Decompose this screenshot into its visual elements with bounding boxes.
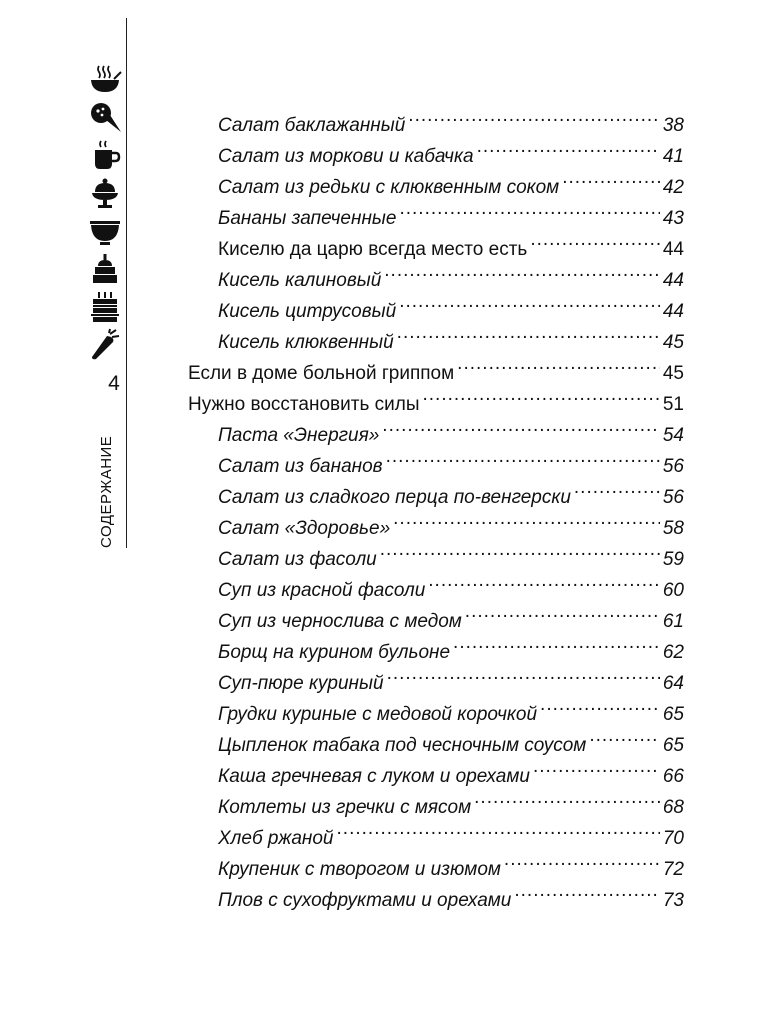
toc-entry-label: Кисель цитрусовый xyxy=(218,301,397,322)
toc-entry-label: Суп-пюре куриный xyxy=(218,673,384,694)
toc-entry-label: Салат из фасоли xyxy=(218,549,377,570)
toc-entry-label: Борщ на курином бульоне xyxy=(218,642,451,663)
toc-entry-label: Кисель клюквенный xyxy=(218,332,394,353)
toc-entry-label: Бананы запеченные xyxy=(218,208,397,229)
toc-entry-page: 43 xyxy=(662,208,684,229)
toc-entry-page: 73 xyxy=(662,890,684,911)
soup-bowl-icon xyxy=(88,62,122,96)
dot-leader xyxy=(423,379,660,410)
toc-entry-label: Салат «Здоровье» xyxy=(218,518,391,539)
toc-entry-label: Цыпленок табака под чесночным соусом xyxy=(218,735,587,756)
dot-leader xyxy=(453,627,660,658)
dot-leader xyxy=(540,689,660,720)
toc-entry-page: 70 xyxy=(662,828,684,849)
toc-entry-page: 62 xyxy=(662,642,684,663)
dot-leader xyxy=(477,131,660,162)
cup-icon xyxy=(88,138,122,172)
toc-entry-page: 38 xyxy=(662,115,684,136)
dot-leader xyxy=(428,565,660,596)
table-of-contents xyxy=(188,100,684,911)
toc-entry-label: Котлеты из гречки с мясом xyxy=(218,797,472,818)
carrot-icon xyxy=(88,328,122,362)
toc-entry-page: 59 xyxy=(662,549,684,570)
toc-entry-label: Если в доме больной гриппом xyxy=(188,363,455,384)
toc-entry-page: 44 xyxy=(662,301,684,322)
layer-cake-icon xyxy=(88,290,122,324)
toc-entry-page: 72 xyxy=(662,859,684,880)
dot-leader xyxy=(562,162,660,193)
toc-entry-page: 44 xyxy=(662,239,684,260)
toc-entry-label: Киселю да царю всегда место есть xyxy=(218,239,528,260)
toc-entry-label: Каша гречневая с луком и орехами xyxy=(218,766,530,787)
dot-leader xyxy=(393,503,660,534)
toc-entry-page: 56 xyxy=(662,487,684,508)
toc-entry-page: 45 xyxy=(662,332,684,353)
toc-entry-page: 56 xyxy=(662,456,684,477)
dot-leader xyxy=(386,441,660,472)
toc-entry-label: Паста «Энергия» xyxy=(218,425,380,446)
toc-entry-page: 41 xyxy=(662,146,684,167)
toc-entry-label: Суп из чернослива с медом xyxy=(218,611,462,632)
dot-leader xyxy=(399,286,660,317)
toc-entry-label: Салат из моркови и кабачка xyxy=(218,146,474,167)
cake-icon xyxy=(88,252,122,286)
toc-entry-page: 45 xyxy=(662,363,684,384)
toc-entry-page: 51 xyxy=(662,394,684,415)
toc-entry-page: 42 xyxy=(662,177,684,198)
toc-entry-page: 54 xyxy=(662,425,684,446)
dot-leader xyxy=(474,782,660,813)
dot-leader xyxy=(574,472,660,503)
toc-entry-page: 68 xyxy=(662,797,684,818)
dot-leader xyxy=(514,875,659,906)
toc-entry-label: Грудки куриные с медовой корочкой xyxy=(218,704,538,725)
vertical-rule xyxy=(126,18,127,548)
toc-entry-page: 61 xyxy=(662,611,684,632)
toc-entry-page: 64 xyxy=(662,673,684,694)
toc-entry-label: Плов с сухофруктами и орехами xyxy=(218,890,512,911)
toc-entry-page: 60 xyxy=(662,580,684,601)
toc-entry-label: Салат из бананов xyxy=(218,456,383,477)
toc-entry-page: 65 xyxy=(662,735,684,756)
toc-entry-label: Салат из редьки с клюквенным соком xyxy=(218,177,560,198)
ice-cream-cone-icon xyxy=(88,100,122,134)
toc-entry-label: Суп из красной фасоли xyxy=(218,580,426,601)
toc-entry-label: Салат баклажанный xyxy=(218,115,406,136)
dot-leader xyxy=(399,193,659,224)
toc-entry-page: 66 xyxy=(662,766,684,787)
dot-leader xyxy=(408,100,660,131)
category-icons xyxy=(88,62,124,366)
dot-leader xyxy=(384,255,660,286)
toc-entry-label: Крупеник с творогом и изюмом xyxy=(218,859,501,880)
toc-entry-label: Салат из сладкого перца по-венгерски xyxy=(218,487,571,508)
section-title: СОДЕРЖАНИЕ xyxy=(98,435,115,548)
dot-leader xyxy=(337,813,660,844)
dot-leader xyxy=(387,658,660,689)
page-number: 4 xyxy=(108,372,120,395)
dot-leader xyxy=(457,348,660,379)
dot-leader xyxy=(382,410,660,441)
dot-leader xyxy=(589,720,660,751)
toc-entry[interactable] xyxy=(188,100,684,136)
toc-entry-page: 58 xyxy=(662,518,684,539)
toc-entry-page: 44 xyxy=(662,270,684,291)
bowl-icon xyxy=(88,214,122,248)
dot-leader xyxy=(533,751,660,782)
dot-leader xyxy=(530,224,660,255)
dot-leader xyxy=(465,596,660,627)
dessert-bowl-icon xyxy=(88,176,122,210)
toc-entry-label: Хлеб ржаной xyxy=(218,828,334,849)
toc-entry-label: Кисель калиновый xyxy=(218,270,382,291)
dot-leader xyxy=(397,317,660,348)
dot-leader xyxy=(504,844,660,875)
dot-leader xyxy=(380,534,660,565)
toc-entry-label: Нужно восстановить силы xyxy=(188,394,420,415)
toc-entry-page: 65 xyxy=(662,704,684,725)
